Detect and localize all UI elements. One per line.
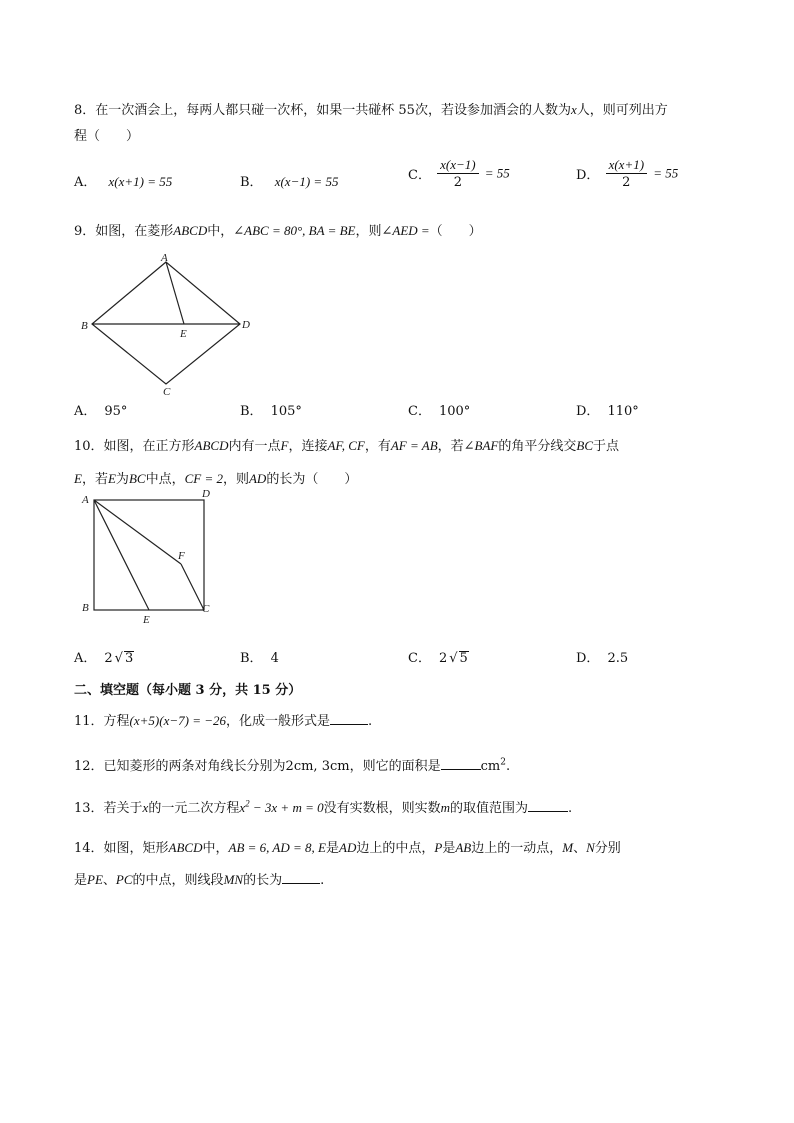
q13-answer-blank[interactable] xyxy=(528,797,568,812)
q9-rhombus-figure xyxy=(74,250,264,398)
q10-label-b: B xyxy=(82,602,89,614)
q8-option-d[interactable]: D． $\frac{x(x+1)}{2}$ = 55 xyxy=(576,157,679,190)
q10-option-b[interactable]: B． 4 xyxy=(240,651,279,666)
q12: 12．已知菱形的两条对角线长分别为2cm, 3cm，则它的面积是 $cm^2$. xyxy=(74,755,510,774)
q12-answer-blank[interactable] xyxy=(441,755,481,770)
q10-line1: 10．如图，在正方形ABCD内有一点F，连接AF, CF，有AF = AB，若∠BAF的角平分线交BC于点 xyxy=(74,438,620,454)
q10-square xyxy=(94,500,204,610)
q9-label-d: D xyxy=(242,319,250,331)
q9-option-d[interactable]: D． 110° xyxy=(576,404,639,419)
q10-label-d: D xyxy=(202,488,210,500)
q9-text: 9．如图，在菱形ABCD中，∠ABC = 80°, BA = BE，则∠AED =（ ） xyxy=(74,223,482,239)
q10-option-a[interactable]: A． 2 √ 3 xyxy=(74,651,134,666)
q13: 13．若关于x的一元二次方程$x^2 - 3x + m = 0$没有实数根，则实数m的取值范围为 . xyxy=(74,798,573,816)
q14-answer-blank[interactable] xyxy=(282,869,320,884)
q11-answer-blank[interactable] xyxy=(330,710,368,725)
q9-label-b: B xyxy=(81,320,88,332)
q10-label-e: E xyxy=(143,614,150,626)
q11: 11．方程(x+5)(x−7) = −26，化成一般形式是 . xyxy=(74,710,372,729)
q10-label-c: C xyxy=(202,603,210,615)
q9-segment-ae xyxy=(166,262,184,324)
q10-line2: E，若E为BC中点，CF = 2，则AD的长为（ ） xyxy=(74,471,358,487)
q10-label-f: F xyxy=(178,550,185,562)
q9-option-b[interactable]: B． 105° xyxy=(240,404,302,419)
q10-label-a: A xyxy=(82,494,89,506)
q9-option-c[interactable]: C． 100° xyxy=(408,404,471,419)
q9-label-a: A xyxy=(161,252,168,264)
q8-option-c[interactable]: C． $\frac{x(x-1)}{2}$ = 55 xyxy=(408,157,510,190)
q10-option-d[interactable]: D． 2.5 xyxy=(576,651,629,666)
q10-segment-af xyxy=(94,500,181,564)
q14-line1: 14．如图，矩形ABCD中，AB = 6, AD = 8, E是AD边上的中点，P是AB边上的一动点，M、N分别 xyxy=(74,840,621,856)
q8-option-c-fraction: $\frac{x(x-1)}{2}$ xyxy=(437,157,478,190)
q10-square-figure xyxy=(74,488,224,630)
q10-segment-fc xyxy=(181,564,204,610)
q10-segment-ae xyxy=(94,500,149,610)
section-heading: 二、填空题（每小题 3 分，共 15 分） xyxy=(74,683,302,698)
q8-option-a[interactable]: A． x(x+1) = 55 xyxy=(74,174,173,190)
q8-line2: 程（ ） xyxy=(74,129,140,144)
q9-rhombus xyxy=(92,262,240,384)
q14-line2: 是PE、PC的中点，则线段MN的长为 . xyxy=(74,869,324,888)
q9-option-a[interactable]: A． 95° xyxy=(74,404,128,419)
q9-label-e: E xyxy=(180,328,187,340)
q8-line1: 8．在一次酒会上，每两人都只碰一次杯，如果一共碰杯 55次，若设参加酒会的人数为x人，则可列出方 xyxy=(74,102,668,118)
q9-label-c: C xyxy=(163,386,171,398)
q10-option-c[interactable]: C． 2 √ 5 xyxy=(408,651,468,666)
q8-option-b[interactable]: B． x(x−1) = 55 xyxy=(240,174,339,190)
q8-option-d-fraction: $\frac{x(x+1)}{2}$ xyxy=(606,157,647,190)
